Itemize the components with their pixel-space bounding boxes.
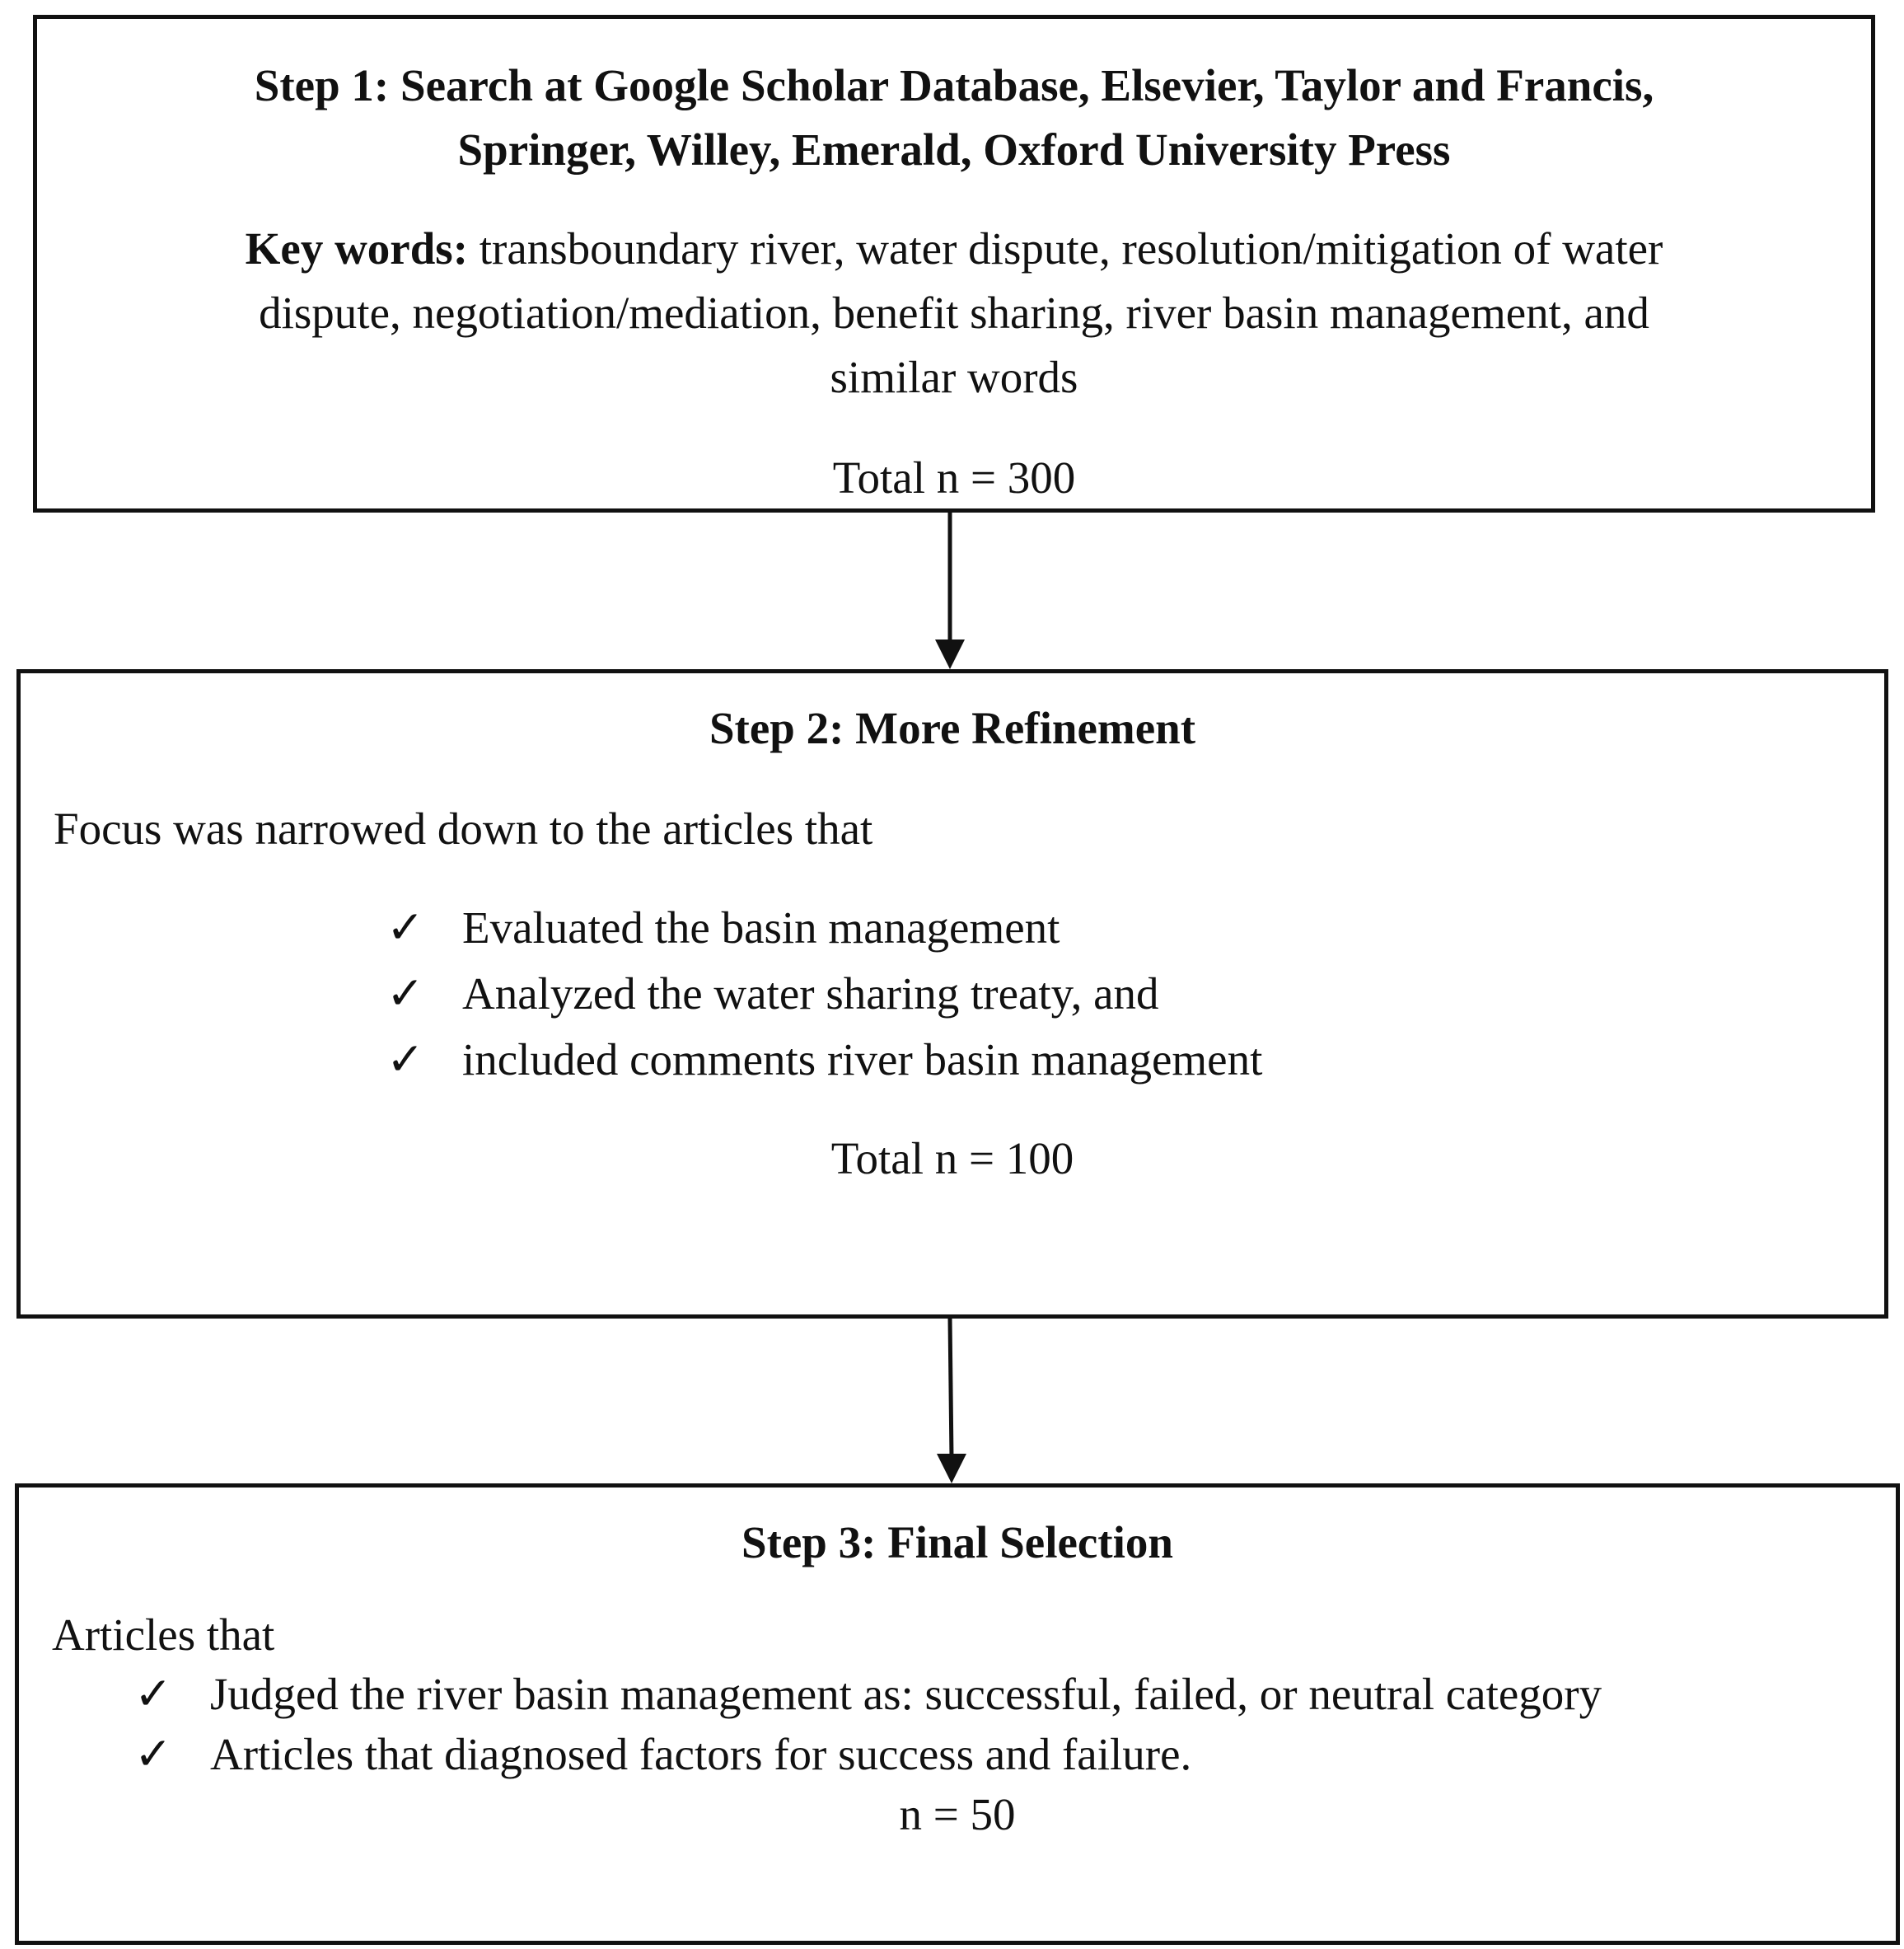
step2-item-text: Analyzed the water sharing treaty, and [462,968,1159,1019]
step2-total: Total n = 100 [830,1133,1074,1183]
step3-item [134,1662,1602,1726]
step2-item [386,896,1060,960]
step2-intro: Focus was narrowed down to the articles that [54,803,873,854]
check-icon: ✓ [386,1034,425,1085]
step3-box [15,1483,1900,1945]
arrow1-head [935,640,965,669]
step1-total: Total n = 300 [832,452,1076,503]
step2-box [16,669,1888,1319]
step1-title-line1: Step 1: Search at Google Scholar Database, Elsevier, Taylor and Francis, [254,60,1654,110]
step1-keywords-line2: dispute, negotiation/mediation, benefit sharing, river basin management, and [259,288,1649,338]
step3-total: n = 50 [899,1789,1016,1839]
step2-title: Step 2: More Refinement [709,703,1196,753]
step3-item-text: Articles that diagnosed factors for success and failure. [210,1729,1192,1779]
step1-box [33,15,1875,513]
step1-keywords-line3: similar words [830,352,1078,402]
check-icon: ✓ [386,968,425,1019]
step2-item [386,962,1159,1026]
step2-item-text: included comments river basin management [462,1034,1263,1085]
step2-item [386,1028,1262,1092]
step1-keywords-label: Key words: [245,223,469,274]
step3-item-text: Judged the river basin management as: successful, failed, or neutral category [210,1669,1602,1719]
step3-intro: Articles that [52,1609,275,1660]
arrow2-head [937,1454,966,1483]
check-icon: ✓ [386,902,425,953]
arrow-step1-to-step2 [931,513,980,671]
step1-title-line2: Springer, Willey, Emerald, Oxford University Press [457,124,1451,175]
step3-item [134,1722,1191,1787]
step1-keywords-line1 [37,217,1871,281]
arrow-step2-to-step3 [931,1319,980,1485]
arrow2-shaft [950,1319,952,1459]
step3-title: Step 3: Final Selection [741,1517,1173,1567]
step2-item-text: Evaluated the basin management [462,902,1060,953]
check-icon: ✓ [134,1729,173,1779]
step1-keywords-text1: transboundary river, water dispute, resolution/mitigation of water [468,223,1663,274]
check-icon: ✓ [134,1669,173,1719]
